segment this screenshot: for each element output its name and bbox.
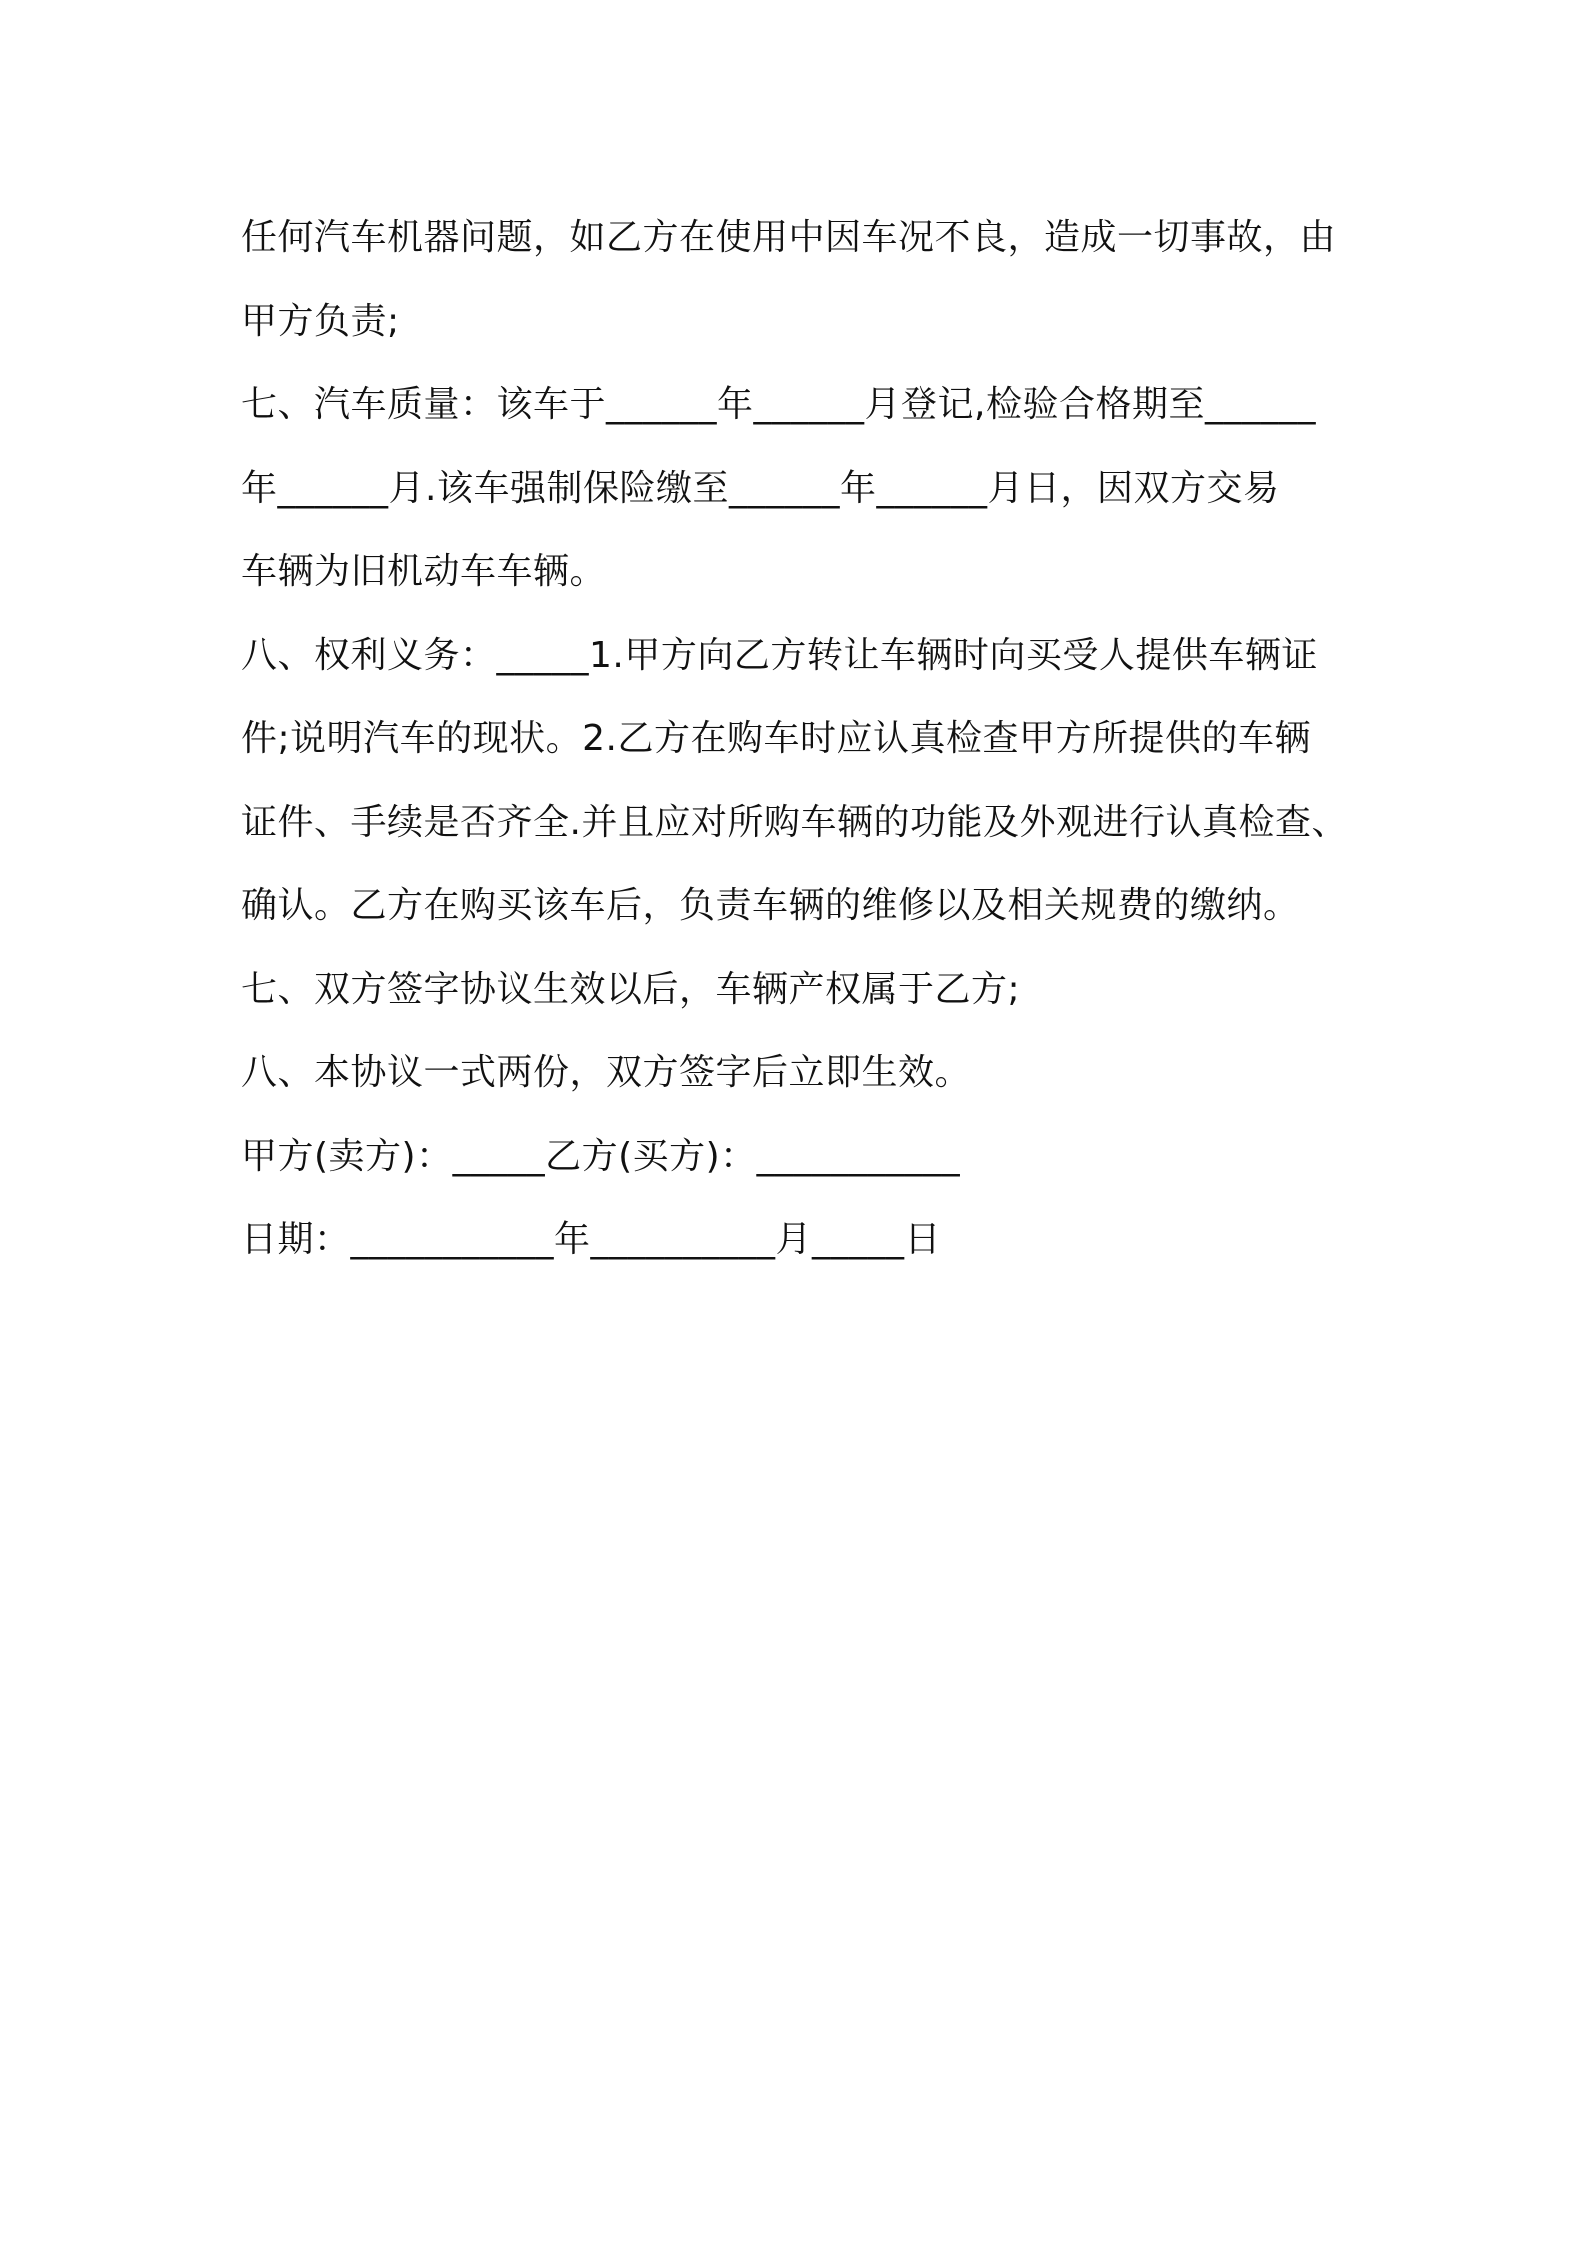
clause-7-ownership: 七、双方签字协议生效以后，车辆产权属于乙方; [241, 968, 1021, 1010]
date-line: 日期：___________年__________月_____日 [241, 1219, 942, 1260]
text-line-7: 件;说明汽车的现状。2.乙方在购车时应认真检查甲方所提供的车辆 [241, 718, 1311, 759]
text-line-8: 证件、手续是否齐全.并且应对所购车辆的功能及外观进行认真检查、 [241, 801, 1348, 843]
clause-8-rights-obligations: 八、权利义务：_____1.甲方向乙方转让车辆时向买受人提供车辆证 [241, 634, 1318, 676]
text-line-4: 年______月.该车强制保险缴至______年______月日，因双方交易 [241, 467, 1280, 509]
clause-8-copies: 八、本协议一式两份，双方签字后立即生效。 [241, 1052, 972, 1093]
document-body [241, 196, 1361, 1282]
text-line-2: 甲方负责; [241, 300, 400, 342]
clause-7-car-quality: 七、汽车质量：该车于______年______月登记,检验合格期至______ [241, 384, 1316, 425]
text-line-1: 任何汽车机器问题，如乙方在使用中因车况不良，造成一切事故，由 [241, 217, 1337, 258]
signature-line: 甲方(卖方)：_____乙方(买方)：___________ [241, 1135, 961, 1177]
text-line-9: 确认。乙方在购买该车后，负责车辆的维修以及相关规费的缴纳。 [241, 885, 1300, 926]
text-line-5: 车辆为旧机动车车辆。 [241, 551, 607, 592]
